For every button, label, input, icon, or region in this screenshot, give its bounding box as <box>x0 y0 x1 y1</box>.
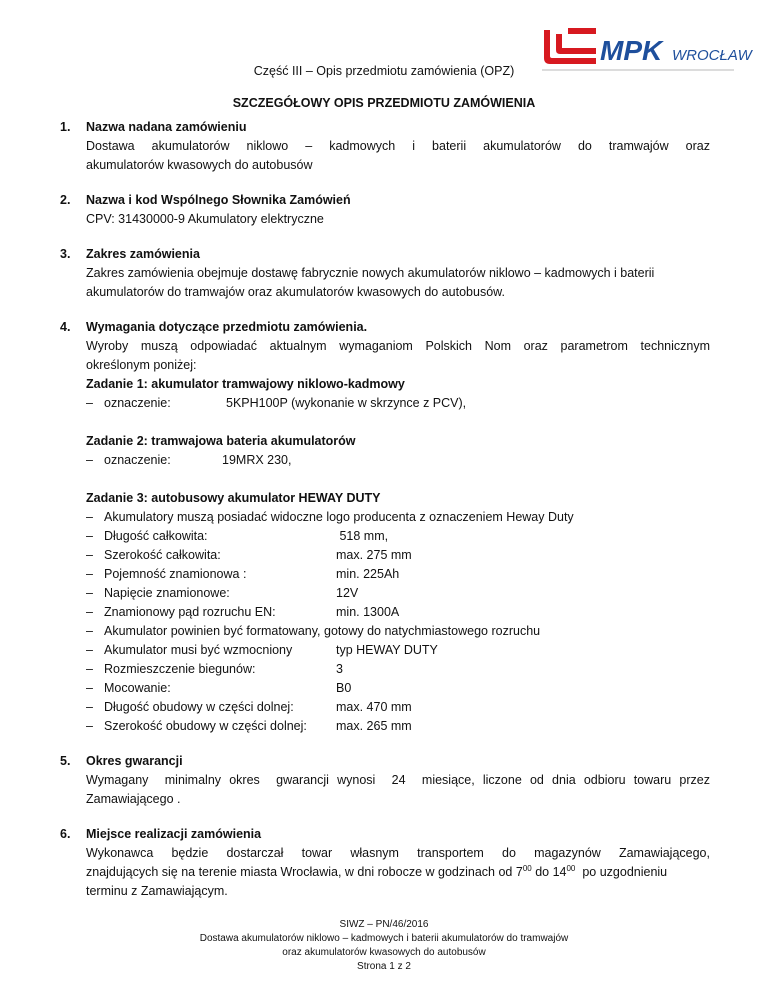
section-5 <box>60 752 710 809</box>
section-title: Zakres zamówienia <box>86 247 200 261</box>
section-title: Nazwa nadana zamówieniu <box>86 120 247 134</box>
section-1 <box>60 118 710 175</box>
spec-value: 19MRX 230, <box>222 453 292 467</box>
spec-item <box>86 527 710 546</box>
spec-label: Szerokość obudowy w części dolnej: <box>104 719 307 733</box>
spec-item <box>86 698 710 717</box>
hour-superscript: 00 <box>522 863 532 873</box>
paragraph-line: akumulatorów kwasowych do autobusów <box>86 158 313 172</box>
spec-item: – Akumulatory muszą posiadać widoczne logo producenta z oznaczeniem Heway Duty <box>86 508 710 527</box>
document-title: SZCZEGÓŁOWY OPIS PRZEDMIOTU ZAMÓWIENIA <box>232 96 536 110</box>
spec-value: 5KPH100P (wykonanie w skrzynce z PCV), <box>226 396 467 410</box>
spec-value: min. 1300A <box>336 605 400 619</box>
mpk-wroclaw-logo <box>538 24 752 74</box>
task-1-title: Zadanie 1: akumulator tramwajowy niklowo-kadmowy <box>86 377 405 391</box>
section-number: 3. <box>60 247 71 261</box>
spec-value: max. 265 mm <box>336 719 412 733</box>
delivery-hours-text: po uzgodnieniu <box>575 865 668 879</box>
footer-subject: oraz akumulatorów kwasowych do autobusów <box>282 947 486 958</box>
spec-label: Rozmieszczenie biegunów: <box>104 662 256 676</box>
section-title: Okres gwarancji <box>86 754 183 768</box>
task-2-designation <box>86 451 710 470</box>
delivery-hours-text: do 14 <box>531 865 567 879</box>
spec-value: max. 470 mm <box>336 700 412 714</box>
section-number: 2. <box>60 193 71 207</box>
page-footer <box>0 918 768 974</box>
section-2 <box>60 191 710 229</box>
paragraph-line: Wymagany minimalny okres gwarancji wynosi 24 miesiące, liczone od dnia odbioru towaru przez <box>86 773 710 787</box>
section-6 <box>60 825 710 901</box>
spec-value: B0 <box>336 681 352 695</box>
spec-item <box>86 603 710 622</box>
task-1-designation <box>86 394 710 413</box>
paragraph-line: Zamawiającego . <box>86 792 181 806</box>
paragraph-line: Dostawa akumulatorów niklowo – kadmowych i baterii akumulatorów do tramwajów oraz <box>86 139 710 153</box>
section-number: 4. <box>60 320 71 334</box>
spec-label: Akumulator musi być wzmocniony <box>104 643 293 657</box>
spec-label: Szerokość całkowita: <box>104 548 221 562</box>
paragraph-line: terminu z Zamawiającym. <box>86 884 228 898</box>
hour-superscript: 00 <box>566 863 576 873</box>
spec-value: 3 <box>336 662 343 676</box>
footer-subject: Dostawa akumulatorów niklowo – kadmowych i baterii akumulatorów do tramwajów <box>199 933 569 944</box>
paragraph-line: określonym poniżej: <box>86 358 197 372</box>
spec-item <box>86 565 710 584</box>
paragraph-line: Wykonawca będzie dostarczał towar własnym transportem do magazynów Zamawiającego, <box>86 846 710 860</box>
spec-value: max. 275 mm <box>336 548 412 562</box>
page-header-title: Część III – Opis przedmiotu zamówienia (OPZ) <box>253 64 515 78</box>
spec-label: Długość całkowita: <box>104 529 208 543</box>
document-content <box>60 118 710 917</box>
delivery-hours-text: znajdujących się na terenie miasta Wrocławia, w dni robocze w godzinach od 7 <box>86 865 523 879</box>
section-number: 6. <box>60 827 71 841</box>
spec-item <box>86 546 710 565</box>
task-3-title: Zadanie 3: autobusowy akumulator HEWAY DUTY <box>86 491 381 505</box>
spec-label: Mocowanie: <box>104 681 171 695</box>
section-title: Miejsce realizacji zamówienia <box>86 827 262 841</box>
section-number: 5. <box>60 754 71 768</box>
spec-value: 12V <box>336 586 359 600</box>
paragraph-line <box>86 863 710 882</box>
spec-item <box>86 717 710 736</box>
spec-label: oznaczenie: <box>104 396 171 410</box>
spec-item <box>86 584 710 603</box>
logo-mpk-text: MPK <box>600 35 663 66</box>
section-3 <box>60 245 710 302</box>
section-number: 1. <box>60 120 71 134</box>
spec-item <box>86 660 710 679</box>
spec-value: typ HEWAY DUTY <box>336 643 438 657</box>
spec-value: min. 225Ah <box>336 567 400 581</box>
spec-label: Pojemność znamionowa : <box>104 567 247 581</box>
section-title: Nazwa i kod Wspólnego Słownika Zamówień <box>86 193 351 207</box>
section-4 <box>60 318 710 736</box>
spec-label: Napięcie znamionowe: <box>104 586 230 600</box>
paragraph-line: Wyroby muszą odpowiadać aktualnym wymaganiom Polskich Nom oraz parametrom technicznym <box>86 339 710 353</box>
spec-label: Znamionowy pąd rozruchu EN: <box>104 605 276 619</box>
spec-label: oznaczenie: <box>104 453 171 467</box>
logo-city-text: WROCŁAW <box>672 47 752 64</box>
page-number: Strona 1 z 2 <box>357 961 411 972</box>
paragraph-line: akumulatorów do tramwajów oraz akumulatorów kwasowych do autobusów. <box>86 285 505 299</box>
spec-item <box>86 641 710 660</box>
task-2-title: Zadanie 2: tramwajowa bateria akumulatorów <box>86 434 356 448</box>
spec-item: – Akumulator powinien być formatowany, gotowy do natychmiastowego rozruchu <box>86 622 710 641</box>
footer-reference: SIWZ – PN/46/2016 <box>339 919 429 930</box>
cpv-code: CPV: 31430000-9 Akumulatory elektryczne <box>86 212 324 226</box>
paragraph-line: Zakres zamówienia obejmuje dostawę fabrycznie nowych akumulatorów niklowo – kadmowych i baterii <box>86 266 655 280</box>
spec-item <box>86 679 710 698</box>
section-title: Wymagania dotyczące przedmiotu zamówienia. <box>86 320 368 334</box>
spec-value: 518 mm, <box>336 529 389 543</box>
spec-label: Długość obudowy w części dolnej: <box>104 700 294 714</box>
